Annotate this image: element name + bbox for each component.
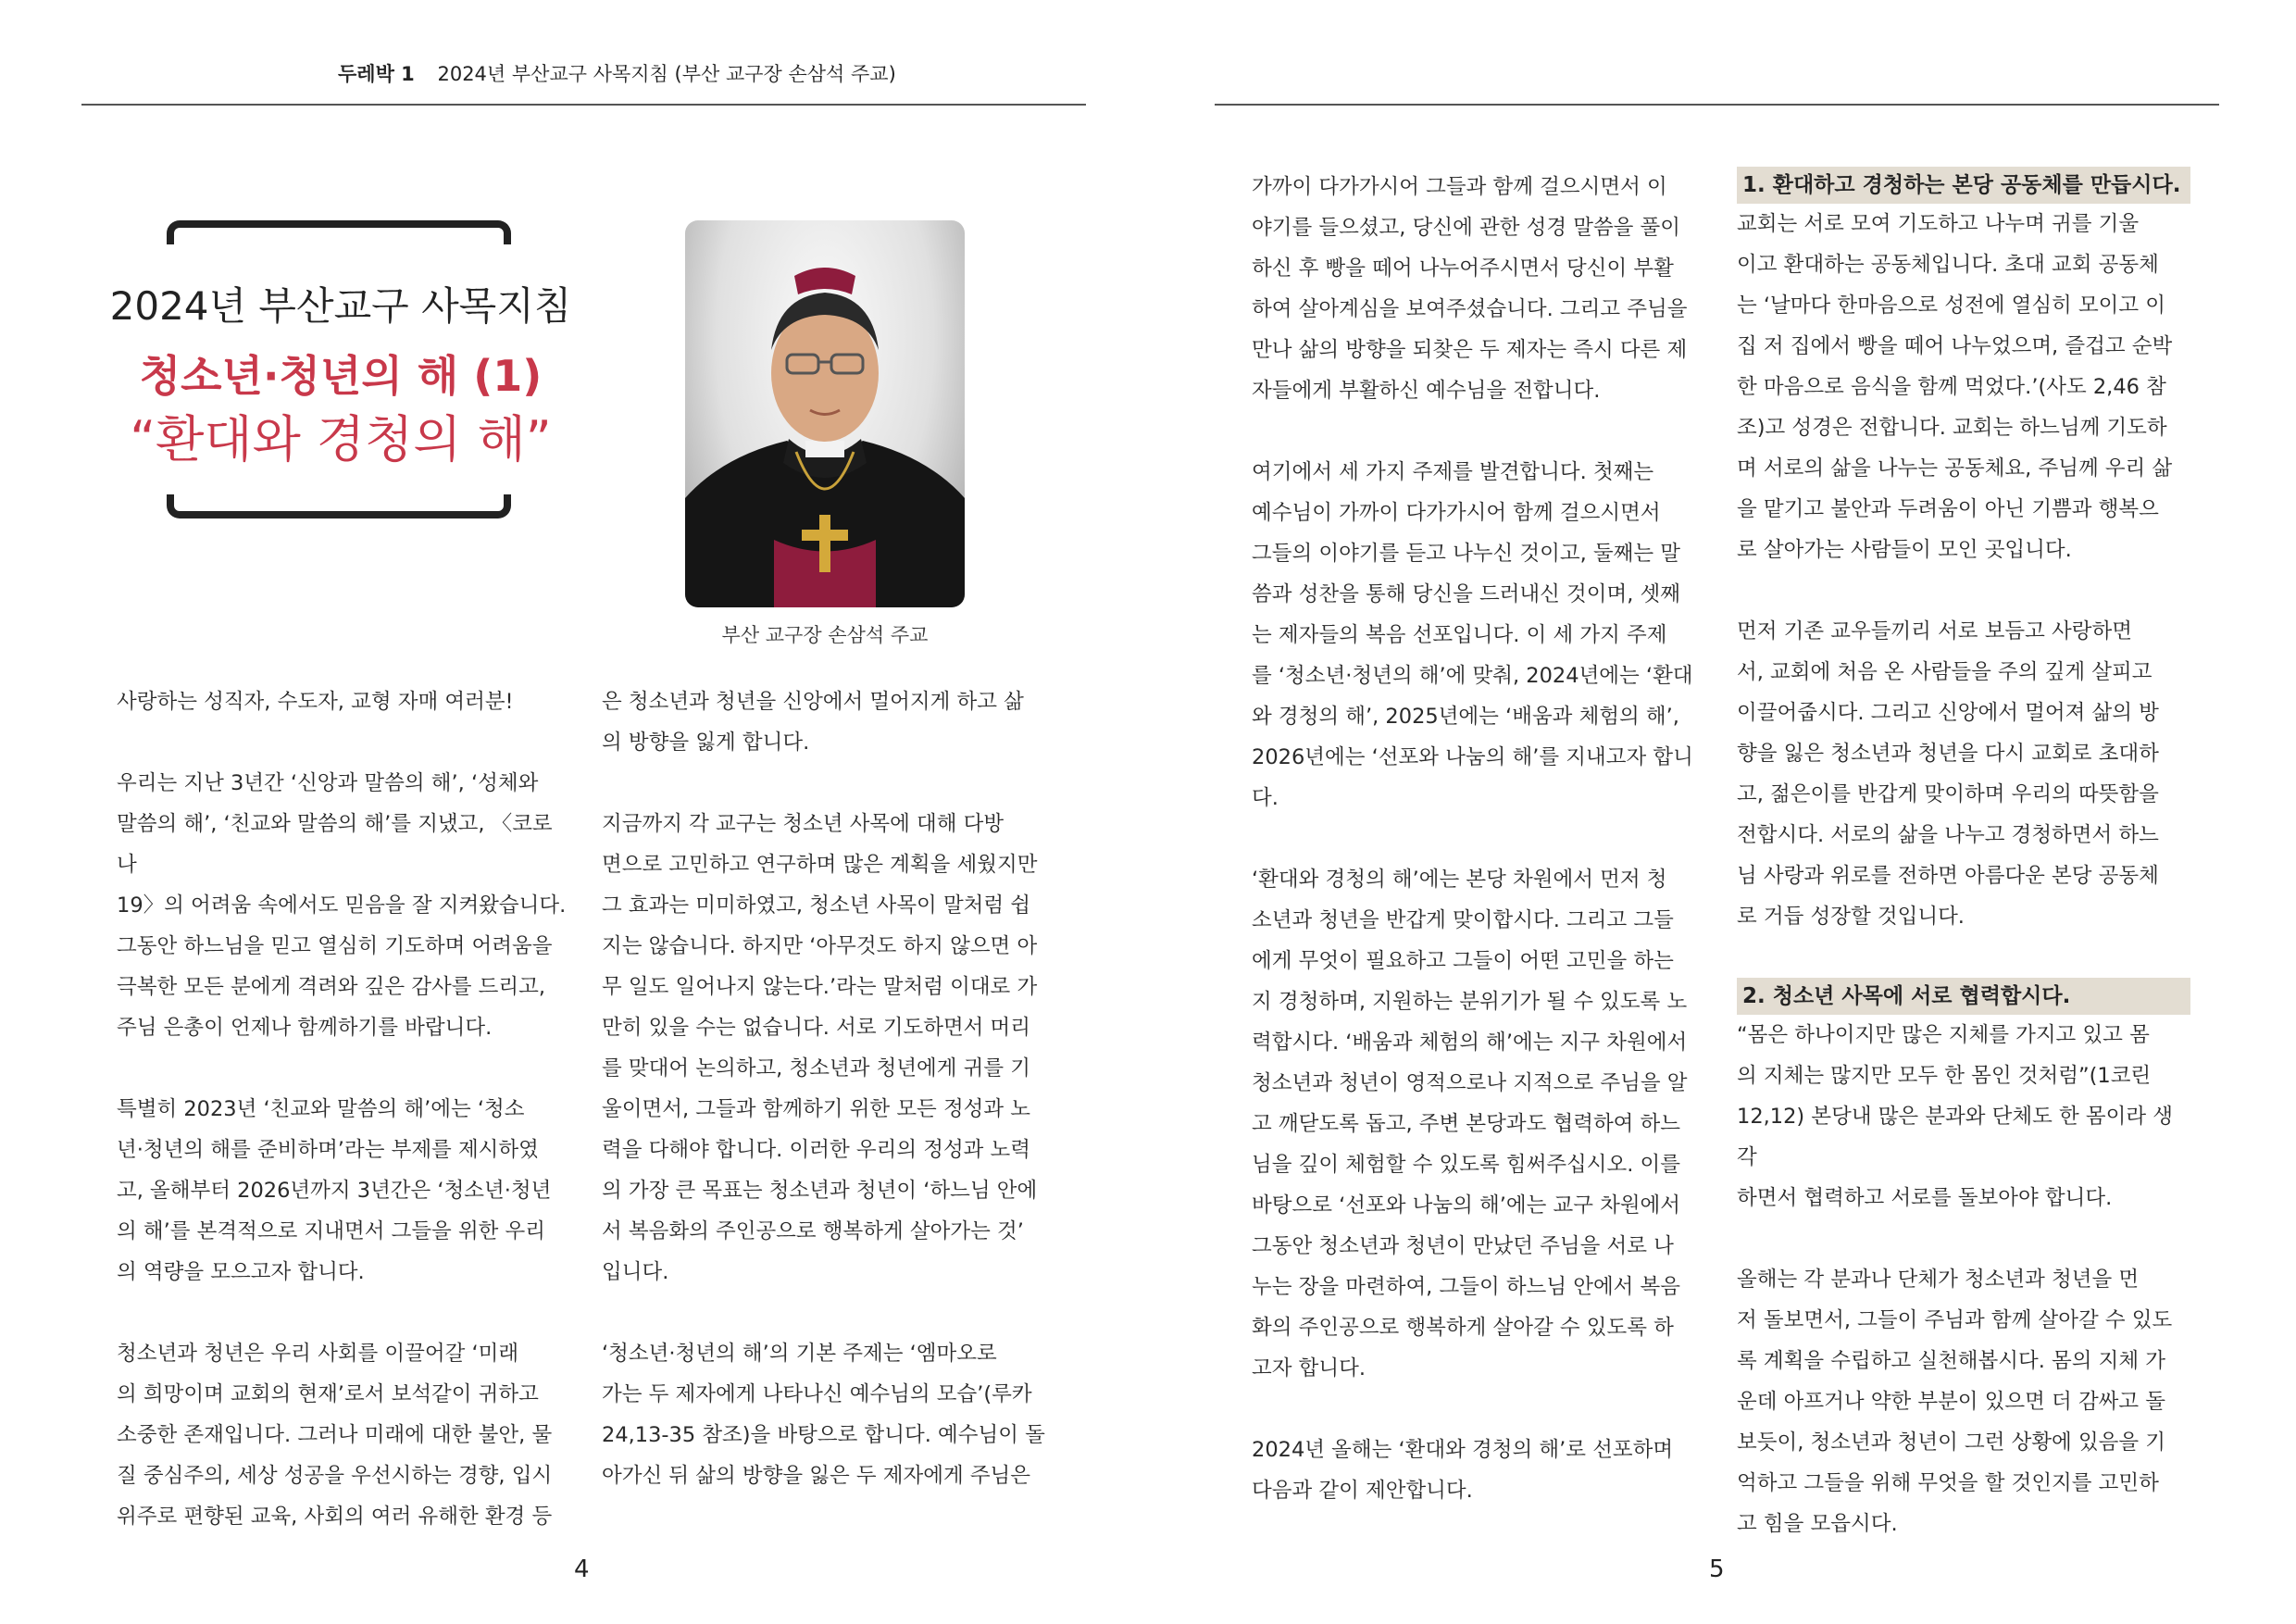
paragraph: 특별히 2023년 ‘친교와 말씀의 해’에는 ‘청소 년·청년의 해를 준비하며’라는 부제를 제시하였 고, 올해부터 2026년까지 3년간은 ‘청소년·청년 의 해’를 본격적으로 지내면서 그들을 위한 우리 의 역량을 모으고자 합니다. <box>117 1097 552 1284</box>
article-title: 2024년 부산교구 사목지침 <box>109 283 572 329</box>
bishop-portrait <box>685 220 965 607</box>
portrait-illustration <box>685 220 965 607</box>
paragraph: 교회는 서로 모여 기도하고 나누며 귀를 기울 이고 환대하는 공동체입니다. 초대 교회 공동체 는 ‘날마다 한마음으로 성전에 열심히 모이고 이 집 저 집에서 빵을 떼어 나누었으며, 즐겁고 순박 한 마음으로 음식을 함께 먹었다.’(사도 2,46 참 조)고 성경은 전합니다. 교회는 하느님께 기도하 며 서로의 삶을 나누는 공동체요, 주님께 우리 삶 을 맡기고 불안과 두려움이 아닌 기쁨과 행복으 로 살아가는 사람들이 모인 곳입니다. <box>1737 212 2173 562</box>
article-subtitle: 청소년·청년의 해 (1) <box>139 351 543 401</box>
page-number-right: 5 <box>1709 1555 1725 1583</box>
column-2 <box>602 681 1052 1496</box>
paragraph: 먼저 기존 교우들끼리 서로 보듬고 사랑하면 서, 교회에 처음 온 사람들을 주의 깊게 살피고 이끌어줍시다. 그리고 신앙에서 멀어져 삶의 방 향을 잃은 청소년과 청년을 다시 교회로 초대하 고, 젊은이를 반갑게 맞이하며 우리의 따뜻함을 전합시다. 서로의 삶을 나누고 경청하면서 하느 님 사랑과 위로를 전하면 아름다운 본당 공동체 로 거듭 성장할 것입니다. <box>1737 619 2159 929</box>
header-brand: 두레박 1 <box>338 63 415 85</box>
article-theme-quote: “환대와 경청의 해” <box>130 410 552 468</box>
paragraph: 은 청소년과 청년을 신앙에서 멀어지게 하고 삶 의 방향을 잃게 합니다. <box>602 690 1024 755</box>
running-header <box>338 59 896 87</box>
header-rule-left <box>81 104 1086 106</box>
paragraph: 청소년과 청년은 우리 사회를 이끌어갈 ‘미래 의 희망이며 교회의 현재’로서 보석같이 귀하고 소중한 존재입니다. 그러나 미래에 대한 불안, 물 질 중심주의, 세상 성공을 우선시하는 경향, 입시 위주로 편향된 교육, 사회의 여러 유해한 환경 등 <box>117 1342 553 1529</box>
title-bracket-top <box>167 220 511 244</box>
page-number-left: 4 <box>574 1555 590 1583</box>
header-rule-right <box>1215 104 2219 106</box>
column-4 <box>1737 167 2190 1544</box>
column-3 <box>1252 167 1702 1511</box>
header-text: 2024년 부산교구 사목지침 (부산 교구장 손삼석 주교) <box>437 63 896 85</box>
section-heading-2: 2. 청소년 사목에 서로 협력합시다. <box>1737 978 2190 1015</box>
paragraph: 지금까지 각 교구는 청소년 사목에 대해 다방 면으로 고민하고 연구하며 많은 계획을 세웠지만 그 효과는 미미하였고, 청소년 사목이 말처럼 쉽 지는 않습니다. 하지만 ‘아무것도 하지 않으면 아 무 일도 일어나지 않는다.’라는 말처럼 이대로 가 만히 있을 수는 없습니다. 서로 기도하면서 머리 를 맞대어 논의하고, 청소년과 청년에게 귀를 기 울이면서, 그들과 함께하기 위한 모든 정성과 노 력을 다해야 합니다. 이러한 우리의 정성과 노력 의 가장 큰 목표는 청소년과 청년이 ‘하느님 안에 서 복음화의 주인공으로 행복하게 살아가는 것’ 입니다. <box>602 812 1038 1284</box>
section-heading-1: 1. 환대하고 경청하는 본당 공동체를 만듭시다. <box>1737 167 2190 204</box>
paragraph: 사랑하는 성직자, 수도자, 교형 자매 여러분! <box>117 690 514 714</box>
paragraph: 우리는 지난 3년간 ‘신앙과 말씀의 해’, ‘성체와 말씀의 해’, ‘친교와 말씀의 해’를 지냈고, 〈코로나 19〉의 어려움 속에서도 믿음을 잘 지켜왔습니다. 그동안 하느님을 믿고 열심히 기도하며 어려움을 극복한 모든 분에게 격려와 깊은 감사를 드리고, 주님 은총이 언제나 함께하기를 바랍니다. <box>117 771 567 1040</box>
portrait-caption: 부산 교구장 손삼석 주교 <box>721 624 929 646</box>
paragraph: 올해는 각 분과나 단체가 청소년과 청년을 먼 저 돌보면서, 그들이 주님과 함께 살아갈 수 있도 록 계획을 수립하고 실천해봅시다. 몸의 지체 가 운데 아프거나 약한 부분이 있으면 더 감싸고 돌 보듯이, 청소년과 청년이 그런 상황에 있음을 기 억하고 그들을 위해 무엇을 할 것인지를 고민하 고 힘을 모읍시다. <box>1737 1268 2173 1536</box>
paragraph: 여기에서 세 가지 주제를 발견합니다. 첫째는 예수님이 가까이 다가가시어 함께 걸으시면서 그들의 이야기를 듣고 나누신 것이고, 둘째는 말 씀과 성찬을 통해 당신을 드러내신 것이며, 셋째 는 제자들의 복음 선포입니다. 이 세 가지 주제 를 ‘청소년·청년의 해’에 맞춰, 2024년에는 ‘환대 와 경청의 해’, 2025년에는 ‘배움과 체험의 해’, 2026년에는 ‘선포와 나눔의 해’를 지내고자 합니 다. <box>1252 460 1693 810</box>
title-bracket-bottom <box>167 494 511 518</box>
paragraph: ‘환대와 경청의 해’에는 본당 차원에서 먼저 청 소년과 청년을 반갑게 맞이합시다. 그리고 그들 에게 무엇이 필요하고 그들이 어떤 고민을 하는 지 경청하며, 지원하는 분위기가 될 수 있도록 노 력합시다. ‘배움과 체험의 해’에는 지구 차원에서 청소년과 청년이 영적으로나 지적으로 주님을 알 고 깨닫도록 돕고, 주변 본당과도 협력하여 하느 님을 깊이 체험할 수 있도록 힘써주십시오. 이를 바탕으로 ‘선포와 나눔의 해’에는 교구 차원에서 그동안 청소년과 청년이 만났던 주님을 서로 나 누는 장을 마련하여, 그들이 하느님 안에서 복음 화의 주인공으로 행복하게 살아갈 수 있도록 하 고자 합니다. <box>1252 868 1688 1380</box>
column-1 <box>117 681 567 1537</box>
paragraph: ‘청소년·청년의 해’의 기본 주제는 ‘엠마오로 가는 두 제자에게 나타나신 예수님의 모습’(루카 24,13-35 참조)을 바탕으로 합니다. 예수님이 돌 아가신 뒤 삶의 방향을 잃은 두 제자에게 주님은 <box>602 1342 1045 1488</box>
paragraph: 가까이 다가가시어 그들과 함께 걸으시면서 이 야기를 들으셨고, 당신에 관한 성경 말씀을 풀이 하신 후 빵을 떼어 나누어주시면서 당신이 부활 하여 살아계심을 보여주셨습니다. 그리고 주님을 만나 삶의 방향을 되찾은 두 제자는 즉시 다른 제 자들에게 부활하신 예수님을 전합니다. <box>1252 175 1688 403</box>
paragraph: 2024년 올해는 ‘환대와 경청의 해’로 선포하며 다음과 같이 제안합니다. <box>1252 1438 1674 1503</box>
paragraph: “몸은 하나이지만 많은 지체를 가지고 있고 몸 의 지체는 많지만 모두 한 몸인 것처럼”(1코린 12,12) 본당내 많은 분과와 단체도 한 몸이라 생각 하면서 협력하고 서로를 돌보아야 합니다. <box>1737 1023 2174 1210</box>
